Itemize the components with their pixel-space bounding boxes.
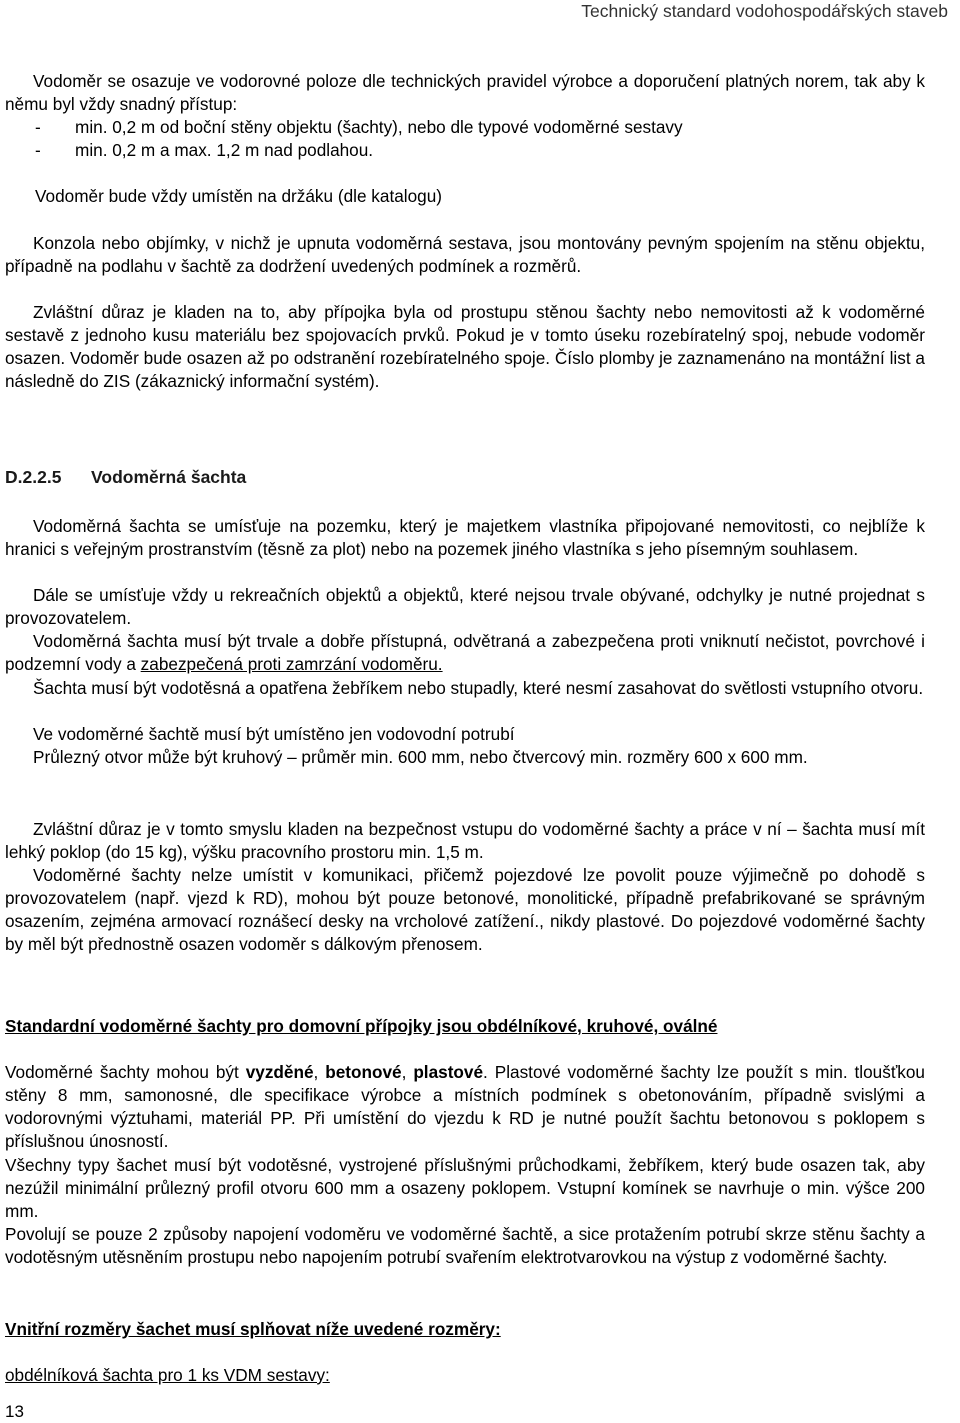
dimensions-heading: Vnitřní rozměry šachet musí splňovat níže uvedené rozměry: bbox=[5, 1319, 501, 1339]
standard-paragraph-3: Povolují se pouze 2 způsoby napojení vodoměru ve vodoměrné šachtě, a sice protažením potrubí skrze stěnu šachty a vodotěsným utěsněním prostupu nebo napojením potrubí svařením elektrotvarovkou na výstup z vodoměrné šachty. bbox=[5, 1224, 925, 1267]
shaft-paragraph-3 bbox=[5, 630, 925, 676]
shaft-paragraph-5: Ve vodoměrné šachtě musí být umístěno jen vodovodní potrubí bbox=[33, 724, 515, 744]
shaft-paragraph-3-text: Vodoměrná šachta musí být trvale a dobře přístupná, odvětraná a zabezpečena proti vniknutí nečistot, povrchové i podzemní vody a bbox=[5, 631, 925, 674]
shaft-paragraph-2: Dále se umísťuje vždy u rekreačních objektů a objektů, které nejsou trvale obývané, odchylky je nutné projednat s provozovatelem. bbox=[5, 585, 925, 628]
dimensions-subheading: obdélníková šachta pro 1 ks VDM sestavy: bbox=[5, 1365, 330, 1385]
shaft-paragraph-7: Zvláštní důraz je v tomto smyslu kladen na bezpečnost vstupu do vodoměrné šachty a práce v ní – šachta musí mít lehký poklop (do 15 kg), výšku pracovního prostoru min. 1,5 m. bbox=[5, 819, 925, 862]
shaft-paragraph-3-underlined: zabezpečená proti zamrzání vodoměru. bbox=[140, 654, 443, 674]
intro-paragraph-1: Vodoměr se osazuje ve vodorovné poloze dle technických pravidel výrobce a doporučení platných norem, tak aby k němu byl vždy snadný přístup: bbox=[5, 71, 925, 114]
list-item bbox=[35, 139, 835, 162]
standard-p1-sep: , bbox=[401, 1062, 414, 1082]
shaft-paragraph-4: Šachta musí být vodotěsná a opatřena žebříkem nebo stupadly, které nesmí zasahovat do světlosti vstupního otvoru. bbox=[33, 678, 924, 698]
list-item-text: min. 0,2 m a max. 1,2 m nad podlahou. bbox=[75, 140, 374, 160]
list-item bbox=[35, 116, 835, 139]
section-number: D.2.2.5 bbox=[5, 467, 62, 487]
intro-paragraph-4: Zvláštní důraz je kladen na to, aby přípojka byla od prostupu stěnou šachty nebo nemovitosti až k vodoměrné sestavě z jednoho kusu materiálu bez spojovacích prvků. Pokud je v tomto úseku rozebíratelný spoj, nebude vodoměr osazen. Vodoměr bude osazen až po odstranění rozebíratelného spoje. Číslo plomby je zaznamenáno na montážní list a následně do ZIS (zákaznický informační systém). bbox=[5, 302, 925, 391]
standard-p1-sep: , bbox=[313, 1062, 326, 1082]
standard-paragraph-2: Všechny typy šachet musí být vodotěsné, vystrojené příslušnými průchodkami, žebříkem, který bude osazen tak, aby nezúžil minimální průlezný profil otvoru 600 mm a osazeny poklopem. Vstupní komínek se navrhuje o min. výšce 200 mm. bbox=[5, 1155, 925, 1221]
page-number: 13 bbox=[5, 1402, 24, 1421]
material-concrete: betonové bbox=[325, 1062, 402, 1082]
list-dash: - bbox=[35, 117, 41, 137]
intro-paragraph-3: Konzola nebo objímky, v nichž je upnuta vodoměrná sestava, jsou montovány pevným spojením na stěnu objektu, případně na podlahu v šachtě za dodržení uvedených podmínek a rozměrů. bbox=[5, 233, 925, 276]
standard-shafts-heading: Standardní vodoměrné šachty pro domovní přípojky jsou obdélníkové, kruhové, oválné bbox=[5, 1016, 718, 1036]
material-masonry: vyzděné bbox=[245, 1062, 314, 1082]
shaft-paragraph-6: Průlezný otvor může být kruhový – průměr min. 600 mm, nebo čtvercový min. rozměry 600 x 600 mm. bbox=[33, 747, 808, 767]
shaft-paragraph-1: Vodoměrná šachta se umísťuje na pozemku, který je majetkem vlastníka připojované nemovitosti, co nejblíže k hranici s veřejným prostranstvím (těsně za plot) nebo na pozemek jiného vlastníka s jeho písemným souhlasem. bbox=[5, 516, 925, 559]
standard-paragraph-1 bbox=[5, 1061, 925, 1153]
shaft-paragraph-8: Vodoměrné šachty nelze umístit v komunikaci, přičemž pojezdové lze povolit pouze výjimečně po dohodě s provozovatelem (např. vjezd k RD), mohou být pouze betonové, monolitické, případně prefabrikované se správným osazením, zejména armovací roznášecí desky na vrcholové zatížení., nikdy plastové. Do pojezdové vodoměrné šachty by měl být přednostně osazen vodoměr s dálkovým přenosem. bbox=[5, 865, 925, 954]
list-item-text: min. 0,2 m od boční stěny objektu (šachty), nebo dle typové vodoměrné sestavy bbox=[75, 117, 683, 137]
section-heading bbox=[5, 466, 246, 489]
standard-p1-text: Vodoměrné šachty mohou být bbox=[5, 1062, 246, 1082]
list-dash: - bbox=[35, 140, 41, 160]
running-header: Technický standard vodohospodářských staveb bbox=[581, 1, 948, 21]
section-title: Vodoměrná šachta bbox=[91, 467, 247, 487]
intro-paragraph-2: Vodoměr bude vždy umístěn na držáku (dle katalogu) bbox=[35, 186, 443, 206]
material-plastic: plastové bbox=[413, 1062, 484, 1082]
standard-p1-rest: . Plastové vodoměrné šachty lze použít s min. tloušťkou stěny 8 mm, samonosné, dle specifikace výrobce a místních podmínek s obetonováním, případně svislými a vodorovnými výztuhami, materiál PP. Při umístění do vjezdu k RD je nutné použít šachtu betonovou s poklopem s příslušnou únosností. bbox=[5, 1062, 925, 1151]
